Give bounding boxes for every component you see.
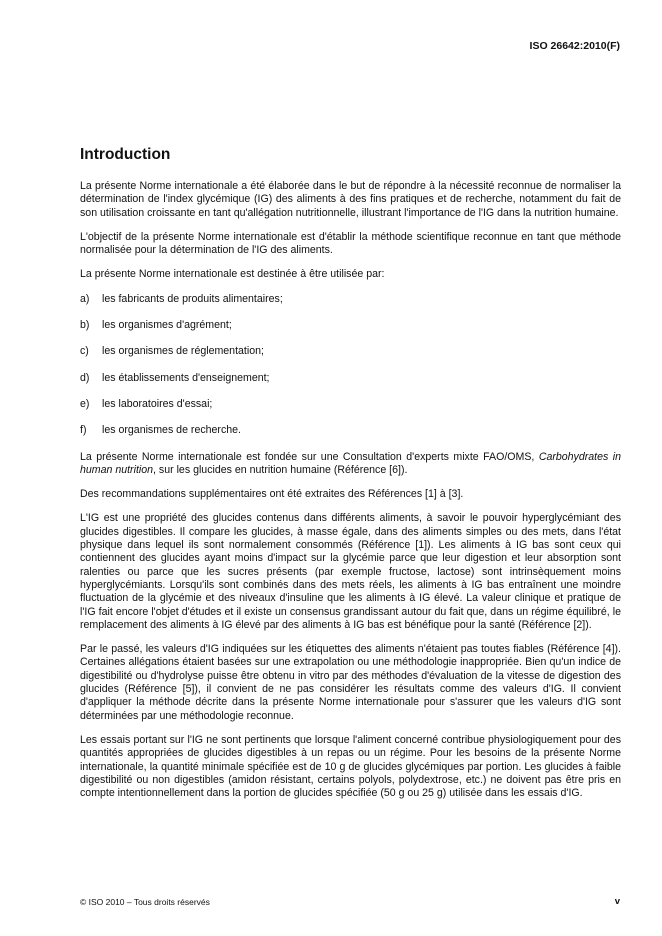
list-item: [80, 319, 621, 332]
list-text: les laboratoires d'essai;: [102, 397, 213, 410]
paragraph-purpose: La présente Norme internationale a été élaborée dans le but de répondre à la nécessité reconnue de normaliser la détermination de l'index glycémique (IG) des aliments à des fins pratiques et de recherche, notamment du fait de son utilisation croissante en tant qu'allégation nutritionnelle, illustrant l'importance de l'IG dans la nutrition humaine.: [80, 180, 621, 219]
fao-who-text-before: La présente Norme internationale est fondée sur une Consultation d'experts mixte FAO/OMS,: [80, 450, 539, 463]
list-item: [80, 293, 621, 306]
list-item: [80, 372, 621, 385]
list-text: les fabricants de produits alimentaires;: [102, 292, 283, 305]
paragraph-recommendations: Des recommandations supplémentaires ont été extraites des Références [1] à [3].: [80, 488, 464, 501]
list-marker: b): [80, 319, 90, 332]
page-title: Introduction: [80, 146, 171, 163]
list-text: les organismes de réglementation;: [102, 345, 264, 358]
paragraph-gi-labels: Par le passé, les valeurs d'IG indiquées sur les étiquettes des aliments n'étaient pas toutes fiables (Référence [4]). Certaines allégations étaient basées sur une extrapolation ou une méthodologie inappropriée. Bien qu'un indice de digestibilité ou d'hydrolyse puisse être obtenu in vitro par des méthodes d'évaluation de la vitesse de digestion des glucides (Référence [5]), il convient de ne pas considérer les résultats comme des valeurs d'IG. Il convient d'appliquer la méthode décrite dans la présente Norme internationale pour s'assurer que les valeurs d'IG sont déterminées par une méthodologie reconnue.: [80, 643, 621, 722]
list-text: les organismes d'agrément;: [102, 319, 232, 332]
list-item: [80, 398, 621, 411]
list-text: les établissements d'enseignement;: [102, 371, 270, 384]
standard-id: ISO 26642:2010(F): [529, 40, 620, 52]
paragraph-fao-who: [80, 451, 621, 478]
list-text: les organismes de recherche.: [102, 424, 241, 437]
fao-who-text-after: , sur les glucides en nutrition humaine (Référence [6]).: [153, 463, 408, 476]
list-marker: e): [80, 397, 90, 410]
list-item: [80, 345, 621, 358]
list-item: [80, 424, 621, 437]
paragraph-gi-testing: Les essais portant sur l'IG ne sont pertinents que lorsque l'aliment concerné contribue physiologiquement pour des quantités appropriées de glucides digestibles à un repas ou un régime. Pour les besoins de la présente Norme internationale, la quantité minimale spécifiée est de 10 g de glucides glycémiques par portion. Les glucides à faible digestibilité ou non digestibles (amidon résistant, certains polyols, polydextrose, etc.) ne doivent pas être pris en compte intentionnellement dans la portion de glucides spécifiée (50 g ou 25 g) utilisée dans les essais d'IG.: [80, 733, 621, 800]
paragraph-gi-definition: L'IG est une propriété des glucides contenus dans différents aliments, à savoir le pouvoir hyperglycémiant des glucides digestibles. Il compare les glucides, à masse égale, dans des aliments simples ou des mets, dans l'état physique dans lequel ils sont normalement consommés (Référence [1]). Les aliments à IG bas sont ceux qui contiennent des glucides ayant moins d'impact sur la glycémie parce que leur digestion et leur absorption sont ralenties ou parce que les sucres présents (par exemple fructose, lactose) sont intrinsèquement moins hyperglycémiants. Lorsqu'ils sont combinés dans des mets réels, les aliments à IG bas entraînent une moindre fluctuation de la glycémie et des niveaux d'insuline que les aliments à IG élevé. La valeur clinique et pratique de l'IG fait encore l'objet d'études et il existe un consensus grandissant autour du fait que, dans un régime équilibré, le remplacement des aliments à IG élevé par des aliments à IG bas est bénéfique pour la santé (Référence [2]).: [80, 512, 621, 631]
page-number: v: [614, 896, 620, 907]
paragraph-intended-users: La présente Norme internationale est destinée à être utilisée par:: [80, 268, 385, 281]
document-body: [80, 180, 621, 811]
list-marker: d): [80, 371, 90, 384]
users-list: [80, 293, 621, 438]
list-marker: a): [80, 292, 90, 305]
footer-copyright: © ISO 2010 – Tous droits réservés: [80, 897, 210, 907]
list-marker: f): [80, 424, 87, 437]
publication-title: Carbohydrates in human nutrition: [80, 450, 621, 476]
paragraph-objective: L'objectif de la présente Norme internationale est d'établir la méthode scientifique reconnue en tant que méthode normalisée pour la détermination de l'IG des aliments.: [80, 230, 621, 257]
list-marker: c): [80, 345, 89, 358]
